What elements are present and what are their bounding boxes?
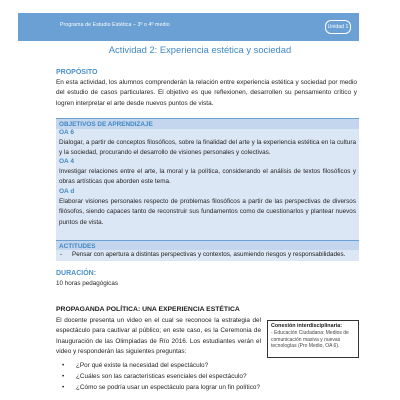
bullet-icon: • <box>62 384 65 391</box>
objective-code: OA d <box>59 188 75 195</box>
connection-title: Conexión interdisciplinaria: <box>271 323 342 329</box>
question-item <box>62 384 260 391</box>
bullet-icon: • <box>62 373 65 380</box>
attitudes-box <box>56 240 359 261</box>
objective-text: Elaborar visiones personales respecto de problemas filosóficos a partir de las perspectivas de diversos filósofos, siendo capaces tanto de reconstruir sus fundamentos como de cuestionarlos y plantear nuevos puntos de vista. <box>59 198 356 226</box>
program-title: Programa de Estudio Estética – 3º o 4º medio <box>60 22 170 28</box>
attitudes-heading: ACTITUDES <box>56 240 359 250</box>
propaganda-heading: PROPAGANDA POLÍTICA: UNA EXPERIENCIA ESTÉTICA <box>56 306 240 313</box>
objective-code: OA 6 <box>59 129 74 136</box>
attitude-bullet: - <box>60 251 63 258</box>
connection-text: - Educación Ciudadana: Medios de comunicación masiva y nuevas tecnologías (Pro Medio, OA 6). <box>271 330 349 350</box>
purpose-text: En esta actividad, los alumnos comprenderán la relación entre experiencia estética y sociedad por medio del estudio de casos particulares. El objetivo es que reflexionen, desarrollen su pensamiento crítico y logren interpretar el arte desde nuevos puntos de vista. <box>56 79 357 107</box>
header-banner <box>18 13 359 41</box>
propaganda-text: El docente presenta un video en el cual se reconoce la estrategia del espectáculo para cautivar al público; en este caso, es la Ceremonia de Inauguración de las Olimpiadas de Río 2016. Los estudiantes verán el video y responderán las siguientes preguntas: <box>56 317 261 356</box>
attitude-item: Pensar con apertura a distintas perspectivas y contextos, asumiendo riesgos y responsabilidades. <box>72 251 346 258</box>
question-item <box>62 373 247 380</box>
unit-badge: Unidad 1 <box>325 20 351 34</box>
question-item <box>62 362 208 369</box>
question-text: ¿Por qué existe la necesidad del espectáculo? <box>76 362 209 369</box>
question-text: ¿Cómo se podría usar un espectáculo para lograr un fin político? <box>76 384 261 391</box>
duration-value: 10 horas pedagógicas <box>56 280 118 287</box>
question-text: ¿Cuáles son las características esenciales del espectáculo? <box>76 373 247 380</box>
objective-text: Dialogar, a partir de conceptos filosóficos, sobre la finalidad del arte y la experiencia estética en la cultura y la sociedad, procurando el desarrollo de visiones personales y colectivas. <box>59 139 356 157</box>
interdisciplinary-connection-box <box>267 320 359 358</box>
objective-code: OA 4 <box>59 158 74 165</box>
activity-title: Actividad 2: Experiencia estética y sociedad <box>108 44 292 55</box>
objective-text: Investigar relaciones entre el arte, la moral y la política, considerando el análisis de textos filosóficos y obras artísticas que aborden este tema. <box>59 168 356 186</box>
purpose-heading: PROPÓSITO <box>56 69 98 76</box>
bullet-icon: • <box>62 362 65 369</box>
objectives-box <box>56 118 359 242</box>
duration-heading: DURACIÓN: <box>56 270 97 277</box>
objectives-heading: OBJETIVOS DE APRENDIZAJE <box>56 118 359 129</box>
